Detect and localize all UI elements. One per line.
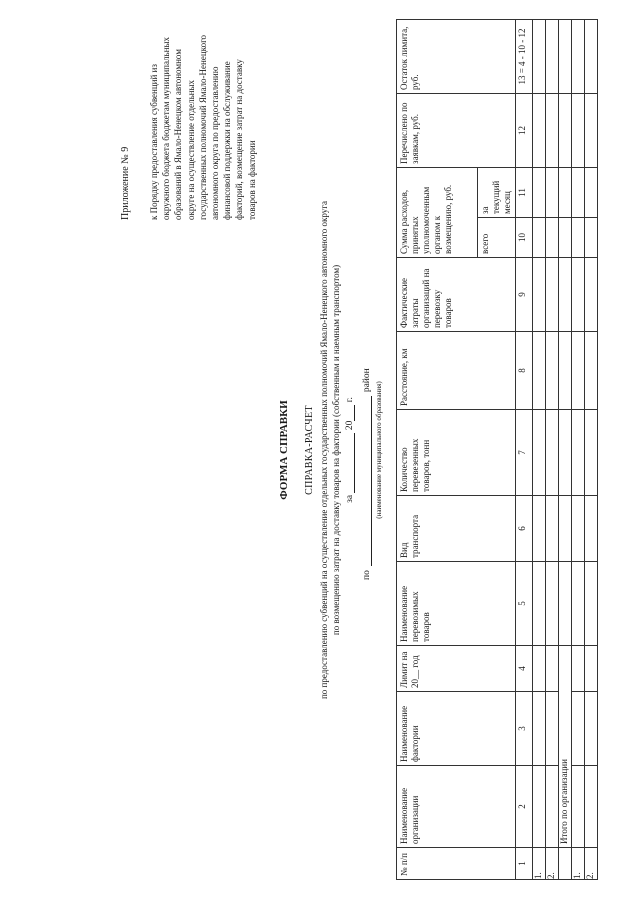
doc-subtitle-line-2: по возмещению затрат на доставку товаров на фактории (собственным и наемным транспортом): [331, 264, 341, 636]
header-distance: Расстояние, км: [397, 332, 516, 410]
period-year-prefix: 20: [345, 420, 355, 431]
table-row: [533, 19, 546, 879]
column-number: 7: [516, 410, 533, 496]
municipal-line: [360, 320, 372, 580]
header-limit: Лимит на 20__ год: [397, 646, 516, 692]
header-actual: Фактические затраты организаций на перевозку товаров: [397, 258, 516, 332]
header-factory: Наименование фактории: [397, 692, 516, 766]
column-number: 3: [516, 692, 533, 766]
municipal-prefix: по: [362, 570, 372, 580]
municipal-blank: [360, 396, 372, 566]
header-row-1: [397, 19, 478, 879]
annex-title: Приложение № 9: [120, 146, 131, 220]
header-exp-total: всего: [478, 218, 516, 258]
period-year-suffix: г.: [345, 397, 355, 403]
calculation-table: [396, 19, 598, 880]
header-remainder: Остаток лимита, руб.: [397, 19, 516, 93]
total-label: Итого по организации: [559, 646, 572, 848]
column-number: 5: [516, 562, 533, 646]
column-number: 11: [516, 167, 533, 217]
header-goods: Наименование перевозимых товаров: [397, 562, 516, 646]
column-number: 6: [516, 496, 533, 562]
form-title: ФОРМА СПРАВКИ: [278, 400, 290, 500]
row-number: 1.: [533, 848, 546, 880]
header-qty: Количество перевезенных товаров, тонн: [397, 410, 516, 496]
period-line: [344, 20, 355, 880]
table-row: [546, 19, 559, 879]
column-number: 12: [516, 93, 533, 167]
municipal-hint: (наименование муниципального образования): [375, 381, 383, 519]
row-number: 2.: [585, 848, 598, 880]
row-number: 1.: [572, 848, 585, 880]
period-blank: [344, 433, 355, 493]
doc-subtitle: [318, 100, 342, 800]
header-expenses: Сумма расходов, принятых уполномоченным органом к возмещению, руб.: [397, 167, 478, 257]
header-no: № п/п: [397, 848, 516, 880]
column-number: 2: [516, 766, 533, 848]
column-number: 13 = 4 - 10 - 12: [516, 19, 533, 93]
doc-title: СПРАВКА-РАСЧЕТ: [304, 405, 315, 495]
header-transferred: Перечислено по заявкам, руб.: [397, 93, 516, 167]
column-number: 10: [516, 218, 533, 258]
column-number: 9: [516, 258, 533, 332]
row-number: 2.: [546, 848, 559, 880]
header-org: Наименование организации: [397, 766, 516, 848]
total-row: [559, 19, 572, 879]
column-number: 4: [516, 646, 533, 692]
column-number: 8: [516, 332, 533, 410]
period-year-blank: [344, 405, 355, 421]
column-number: 1: [516, 848, 533, 880]
doc-subtitle-line-1: по предоставлению субвенций на осуществление отдельных государственных полномочий Ямало-Ненецкого автономного округа: [319, 201, 329, 700]
table-row: [572, 19, 585, 879]
column-numbers-row: [516, 19, 533, 879]
header-transport: Вид транспорта: [397, 496, 516, 562]
period-prefix: за: [345, 494, 355, 503]
header-exp-month: за текущий месяц: [478, 167, 516, 217]
annex-text: к Порядку предоставления субвенций из окружного бюджета бюджетам муниципальных образований в Ямало-Ненецком автономном округе на осуществление отдельных государственных полномочий Ямало-Ненецкого автономного округа по предоставлению финансовой поддержки на обслуживание факторий, возмещение затрат на доставку товаров на фактории: [149, 34, 257, 220]
table-row: [585, 19, 598, 879]
municipal-suffix: район: [362, 368, 372, 393]
landscape-page: [20, 20, 620, 880]
